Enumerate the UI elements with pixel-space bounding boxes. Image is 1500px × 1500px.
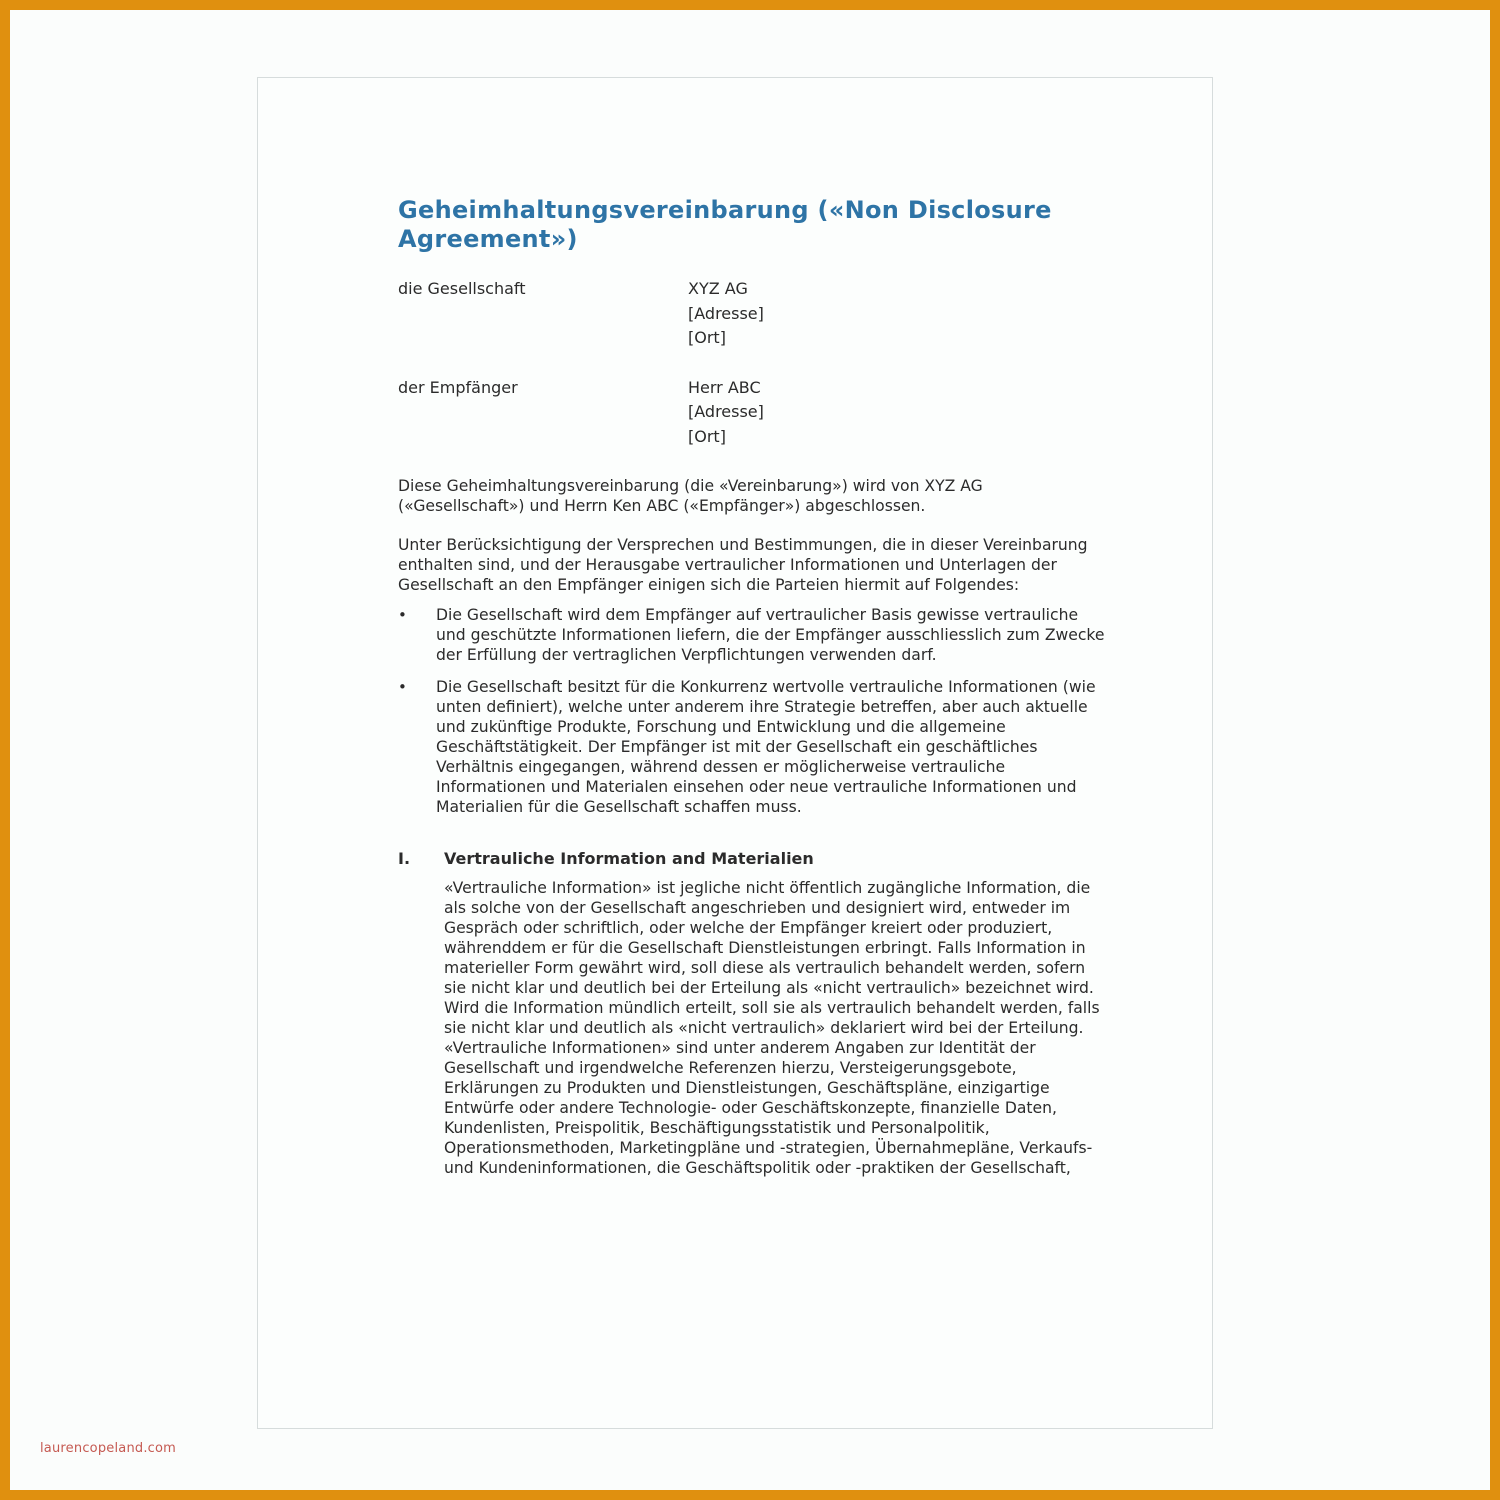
section-body: «Vertrauliche Information» ist jegliche nicht öffentlich zugängliche Information, die als solche von der Gesellschaft angeschrieben und designiert wird, entweder im Gespräch oder schriftlich, oder welche der Empfänger kreiert oder produziert, währenddem er für die Gesellschaft Dienstleistungen erbringt. Falls Information in materieller Form gewährt wird, soll diese als vertraulich behandelt werden, sofern sie nicht klar und deutlich bei der Erteilung als «nicht vertraulich» bezeichnet wird. Wird die Information mündlich erteilt, soll sie als vertraulich behandelt werden, falls sie nicht klar und deutlich als «nicht vertraulich» deklariert wird bei der Erteilung. «Vertrauliche Informationen» sind unter anderem Angaben zur Identität der Gesellschaft und irgendwelche Referenzen hierzu, Versteigerungsgebote, Erklärungen zu Produkten und Dienstleistungen, Geschäftspläne, einzigartige Entwürfe oder andere Technologie- oder Geschäftskonzepte, finanzielle Daten, Kundenlisten, Preispolitik, Beschäftigungsstatistik und Personalpolitik, Operationsmethoden, Marketingpläne und -strategien, Übernahmepläne, Verkaufs- und Kundeninformationen, die Geschäftspolitik oder -praktiken der Gesellschaft, [444, 878, 1100, 1177]
party-label-company: die Gesellschaft [398, 279, 526, 298]
section-title: Vertrauliche Information and Materialien [444, 848, 814, 868]
intro-paragraph: Diese Geheimhaltungsvereinbarung (die «Vereinbarung») wird von XYZ AG («Gesellschaft») und Herrn Ken ABC («Empfänger») abgeschlossen. [398, 476, 983, 515]
bullet-icon: • [398, 677, 407, 696]
section-heading [398, 848, 1110, 870]
document-title: Geheimhaltungsvereinbarung («Non Disclosure Agreement») [398, 196, 1052, 253]
party-details-company [688, 277, 1110, 351]
recitals-list [398, 605, 1110, 817]
company-city: [Ort] [688, 328, 726, 348]
list-item-text: Die Gesellschaft wird dem Empfänger auf vertraulicher Basis gewisse vertrauliche und geschützte Informationen liefern, die der Empfänger ausschliesslich zum Zwecke der Erfüllung der vertraglichen Verpflichtungen verwenden darf. [436, 605, 1105, 664]
recipient-address: [Adresse] [688, 402, 764, 422]
party-details-recipient [688, 376, 1110, 450]
document-content [398, 196, 1110, 1178]
section-number: I. [398, 848, 411, 868]
list-item [398, 605, 1110, 665]
party-company [398, 277, 1110, 351]
recipient-city: [Ort] [688, 426, 726, 446]
list-item-text: Die Gesellschaft besitzt für die Konkurrenz wertvolle vertrauliche Informationen (wie unten definiert), welche unter anderem ihre Strategie betreffen, aber auch aktuelle und zukünftige Produkte, Forschung und Entwicklung und die allgemeine Geschäftstätigkeit. Der Empfänger ist mit der Gesellschaft ein geschäftliches Verhältnis eingegangen, während dessen er möglicherweise vertrauliche Informationen und Materialen einsehen oder neue vertrauliche Informationen und Materialien für die Gesellschaft schaffen muss. [436, 677, 1096, 816]
company-address: [Adresse] [688, 303, 764, 323]
watermark-text: laurencopeland.com [40, 1441, 177, 1456]
party-recipient [398, 376, 1110, 450]
party-label-recipient: der Empfänger [398, 377, 518, 397]
consideration-paragraph: Unter Berücksichtigung der Versprechen und Bestimmungen, die in dieser Vereinbarung enthalten sind, und der Herausgabe vertraulicher Informationen und Unterlagen der Gesellschaft an den Empfänger einigen sich die Parteien hiermit auf Folgendes: [398, 535, 1088, 594]
bullet-icon: • [398, 605, 407, 624]
list-item [398, 677, 1110, 817]
company-name: XYZ AG [688, 279, 748, 298]
recipient-name: Herr ABC [688, 377, 761, 397]
